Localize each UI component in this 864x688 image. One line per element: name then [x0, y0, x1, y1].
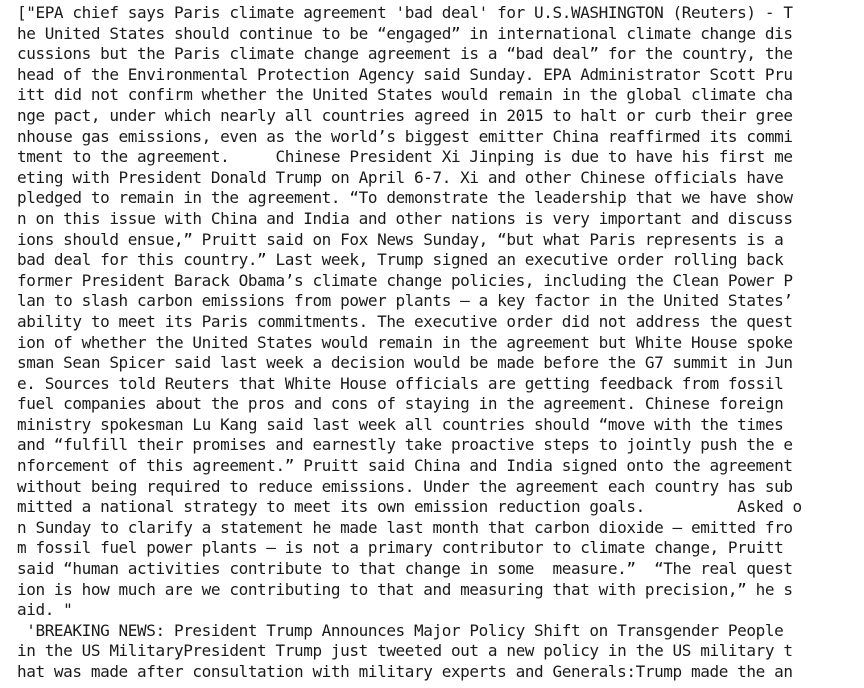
text-line: ion of whether the United States would remain in the agreement but White House spoke [17, 332, 793, 352]
text-line: tment to the agreement. Chinese President Xi Jinping is due to have his first me [17, 147, 793, 167]
text-line: hat was made after consultation with military experts and Generals:Trump made the an [17, 662, 793, 681]
text-line: itt did not confirm whether the United States would remain in the global climate cha [17, 85, 793, 105]
text-line: mitted a national strategy to meet its own emission reduction goals. Asked o [17, 497, 802, 517]
document-text [17, 3, 857, 683]
text-line: eting with President Donald Trump on April 6-7. Xi and other Chinese officials have [17, 167, 793, 187]
text-line: he United States should continue to be “engaged” in international climate change dis [17, 23, 793, 43]
text-line: without being required to reduce emissions. Under the agreement each country has sub [17, 476, 793, 496]
text-line: sman Sean Spicer said last week a decision would be made before the G7 summit in Jun [17, 353, 793, 373]
text-line: in the US MilitaryPresident Trump just tweeted out a new policy in the US military t [17, 641, 793, 661]
text-line: ability to meet its Paris commitments. The executive order did not address the quest [17, 311, 793, 331]
text-line: aid. " [17, 600, 73, 620]
text-line: head of the Environmental Protection Agency said Sunday. EPA Administrator Scott Pru [17, 64, 793, 84]
text-line: ministry spokesman Lu Kang said last week all countries should “move with the times [17, 414, 793, 434]
text-line: fuel companies about the pros and cons of staying in the agreement. Chinese foreign [17, 394, 793, 414]
text-line: e. Sources told Reuters that White House officials are getting feedback from fossil [17, 373, 793, 393]
text-line: said “human activities contribute to that change in some measure.” “The real quest [17, 559, 793, 579]
text-line: ions should ensue,” Pruitt said on Fox News Sunday, “but what Paris represents is a [17, 229, 793, 249]
text-line: bad deal for this country.” Last week, Trump signed an executive order rolling back [17, 250, 793, 270]
text-line: nforcement of this agreement.” Pruitt said China and India signed onto the agreement [17, 456, 793, 476]
text-line: former President Barack Obama’s climate change policies, including the Clean Power P [17, 270, 793, 290]
text-line: ["EPA chief says Paris climate agreement 'bad deal' for U.S.WASHINGTON (Reuters) - T [17, 3, 793, 22]
text-line: nhouse gas emissions, even as the world’s biggest emitter China reaffirmed its commi [17, 126, 793, 146]
text-line: m fossil fuel power plants – is not a primary contributor to climate change, Pruitt [17, 538, 793, 558]
text-line: pledged to remain in the agreement. “To demonstrate the leadership that we have show [17, 188, 793, 208]
text-line: ion is how much are we contributing to that and measuring that with precision,” he s [17, 579, 793, 599]
text-line: 'BREAKING NEWS: President Trump Announces Major Policy Shift on Transgender People [17, 620, 793, 640]
text-line: n on this issue with China and India and other nations is very important and discuss [17, 208, 793, 228]
text-line: lan to slash carbon emissions from power plants – a key factor in the United States’ [17, 291, 793, 311]
text-line: n Sunday to clarify a statement he made last month that carbon dioxide – emitted fro [17, 517, 793, 537]
text-line: cussions but the Paris climate change agreement is a “bad deal” for the country, the [17, 44, 793, 64]
text-line: and “fulfill their promises and earnestly take proactive steps to jointly push the e [17, 435, 793, 455]
text-line: nge pact, under which nearly all countries agreed in 2015 to halt or curb their gree [17, 105, 793, 125]
